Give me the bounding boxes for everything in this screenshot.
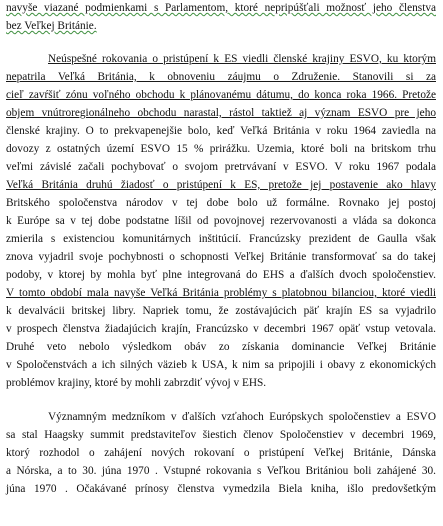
text-line: problémov krajiny, ktoré by mohli zabrzdiť vývoj v EHS. [6, 377, 267, 389]
text-line: k Európe sa v tej dobe podstatne líšil od povojnovej rezervovanosti a vláda sa dokonca [6, 215, 436, 227]
text-line: sa stal Haagsky summit predstaviteľov šiestich členov Spoločenstiev v decembri 1969, [6, 429, 436, 441]
text-line: cieľ zavŕšiť zónu voľného obchodu k plánovanému dátumu, do konca roka 1966. Pretože [6, 89, 436, 101]
text-line: znova vyjadril svoje pochybnosti o schopnosti Veľkej Británie transformovať sa do takej [6, 251, 436, 263]
text-line: V tomto období mala navyše Veľká Británia problémy s platobnou bilanciou, ktoré viedli [6, 287, 436, 299]
text-line: v Spoločenstvách a ich silných väzieb k USA, k nim sa pripojili i obavy z ekonomických [6, 359, 436, 371]
text-line: objem vnútroregionálneho obchodu narastal, rástol taktiež aj význam ESVO pre jeho [6, 107, 436, 119]
text-line: k devalvácii britskej libry. Napriek tomu, že zostávajúcich päť krajín ES sa vyjadrilo [6, 305, 436, 317]
text-line: júna 1970 . Očakávané prínosy členstva vymedzila Biela kniha, išlo predovšetkým [6, 483, 436, 495]
text-line: ktorý rozhodol o zahájení nových rokovaní o pristúpení Veľkej Británie, Dánska [6, 447, 436, 459]
text-line: Veľká Británia druhú žiadosť o pristúpení k ES, pretože jej postavenie ako hlavy [6, 179, 436, 191]
text-line: podoby, v ktorej by mohla byť plne integrovaná do EHS a ďalších dvoch spoločenstiev. [6, 269, 436, 281]
text-line: Neúspešné rokovania o pristúpení k ES viedli členské krajiny ESVO, ku ktorým [48, 53, 436, 65]
text-line: v prospech členstva žiadajúcich krajín, Francúzsko v decembri 1967 opäť vstup vetovala. [6, 323, 436, 335]
text-line: dovozy z ostatných území ESVO 15 % prirážku. Uzemia, ktoré boli na britskom trhu [6, 143, 436, 155]
text-line: Britského spoločenstva národov v tej dobe bolo už formálne. Rovnako jej postoj [6, 197, 436, 209]
text-line: navyše viazané podmienkami s Parlamentom, ktoré nepripúšťali možnosť jeho členstva [6, 2, 436, 14]
text-line: zmierila s existenciou komunitárnych inštitúcií. Francúzsky prezident de Gaulla však [6, 233, 436, 245]
text-line: bez Veľkej Británie. [6, 20, 97, 32]
text-line: veľmi závislé začali pochybovať o svojom pretrvávaní v ESVO. V roku 1967 podala [6, 161, 436, 173]
text-line: a Nórska, a to 30. júna 1970 . Vstupné rokovania s Veľkou Britániou boli zahájené 30. [6, 465, 436, 477]
text-line: nepatrila Veľká Británia, k obnoveniu záujmu o Združenie. Stanovili si za [6, 71, 436, 83]
text-line: členské krajiny. O to prekvapenejšie bolo, keď Veľká Británia v roku 1964 zaviedla na [6, 125, 436, 137]
text-line: Druhé veto nebolo výsledkom obáv zo získania dominancie Veľkej Británie [6, 341, 436, 353]
text-line: Významným medzníkom v ďalších vzťahoch Európskych spoločenstiev a ESVO [48, 411, 436, 423]
